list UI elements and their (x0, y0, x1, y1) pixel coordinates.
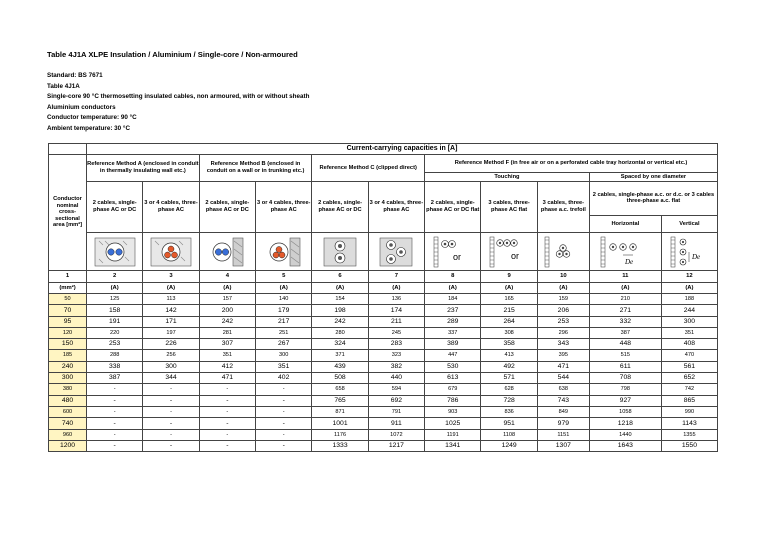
method-c2-figure (368, 233, 424, 271)
cell-value: 237 (425, 305, 481, 316)
cell-value: 142 (143, 305, 199, 316)
cell-value: 308 (481, 327, 537, 338)
cell-value: 990 (661, 406, 717, 417)
table-row (49, 395, 718, 406)
cell-value: - (199, 384, 255, 395)
cell-value: 125 (87, 294, 143, 305)
method-f-vertical-figure (661, 233, 717, 271)
cell-value: (A) (537, 283, 589, 294)
method-a2-figure (143, 233, 199, 271)
cell-value: 865 (661, 395, 717, 406)
cell-value: - (199, 406, 255, 417)
col-head-4: 2 cables, single-phase AC or DC (199, 182, 255, 233)
description-line: Single-core 90 °C thermosetting insulated cables, non armoured, with or without sheath (47, 93, 310, 101)
cell-value: 658 (312, 384, 368, 395)
cell-size: (mm²) (49, 283, 87, 294)
table-row (49, 440, 718, 451)
cell-value: 344 (143, 373, 199, 384)
cell-value: 1550 (661, 440, 717, 451)
cell-value: - (256, 395, 312, 406)
cell-value: 402 (256, 373, 312, 384)
cell-value: 613 (425, 373, 481, 384)
cell-value: 798 (589, 384, 661, 395)
figure-de-text: De (625, 257, 634, 266)
cell-size: 380 (49, 384, 87, 395)
cell-value: 215 (481, 305, 537, 316)
cell-value: 244 (661, 305, 717, 316)
cell-value: (A) (199, 283, 255, 294)
cell-value: 210 (589, 294, 661, 305)
cell-value: 652 (661, 373, 717, 384)
cell-value: 1072 (368, 429, 424, 440)
cell-size: 740 (49, 418, 87, 429)
cell-value: 1341 (425, 440, 481, 451)
cell-value: - (256, 418, 312, 429)
cell-value: 159 (537, 294, 589, 305)
table-row (49, 294, 718, 305)
cell-value: 191 (87, 316, 143, 327)
cell-value: 447 (425, 350, 481, 361)
cell-value: 264 (481, 316, 537, 327)
cell-value: (A) (87, 283, 143, 294)
cell-value: 11 (589, 271, 661, 283)
conductors-line: Aluminium conductors (47, 103, 116, 111)
cell-value: 951 (481, 418, 537, 429)
cell-size: 70 (49, 305, 87, 316)
cell-value: 7 (368, 271, 424, 283)
cell-value: - (143, 440, 199, 451)
units-row (49, 283, 718, 294)
metadata-block (47, 71, 309, 135)
cell-value: 206 (537, 305, 589, 316)
table-row (49, 418, 718, 429)
cell-value: 786 (425, 395, 481, 406)
cell-value: 281 (199, 327, 255, 338)
standard-line: Standard: BS 7671 (47, 72, 103, 79)
cell-value: - (256, 429, 312, 440)
cell-value: 5 (256, 271, 312, 283)
table-row (49, 350, 718, 361)
capacity-table (48, 143, 718, 452)
spaced-header: Spaced by one diameter (589, 172, 717, 181)
cell-value: 743 (537, 395, 589, 406)
cell-value: 1108 (481, 429, 537, 440)
cell-value: 280 (312, 327, 368, 338)
cell-value: 358 (481, 339, 537, 350)
touching-header: Touching (425, 172, 590, 181)
cell-value: 1001 (312, 418, 368, 429)
vertical-header: Vertical (661, 215, 717, 232)
cell-value: 157 (199, 294, 255, 305)
cell-value: 6 (312, 271, 368, 283)
cell-value: 338 (87, 361, 143, 372)
cell-value: 300 (256, 350, 312, 361)
cell-value: 638 (537, 384, 589, 395)
method-a-header: Reference Method A (enclosed in conduit in thermally insulating wall etc.) (87, 155, 200, 182)
table-caption: Current-carrying capacities in [A] (87, 144, 718, 155)
col-head-10: 3 cables, three-phase a.c. trefoil (537, 182, 589, 233)
cell-value: (A) (481, 283, 537, 294)
cell-value: 849 (537, 406, 589, 417)
cell-value: - (199, 440, 255, 451)
cell-value: 200 (199, 305, 255, 316)
cell-value: 171 (143, 316, 199, 327)
conductor-header: Conductor nominal cross-sectional area [mm²] (49, 155, 87, 271)
cell-value: 12 (661, 271, 717, 283)
cell-value: 611 (589, 361, 661, 372)
cell-value: - (87, 418, 143, 429)
cell-value: 1025 (425, 418, 481, 429)
cell-value: 515 (589, 350, 661, 361)
cell-value: 253 (87, 339, 143, 350)
ambient-temp-line: Ambient temperature: 30 °C (47, 124, 130, 132)
method-a1-figure (87, 233, 143, 271)
cell-value: 351 (199, 350, 255, 361)
cell-value: 226 (143, 339, 199, 350)
cell-value: 561 (661, 361, 717, 372)
table-line: Table 4J1A (47, 82, 80, 90)
cell-value: 242 (199, 316, 255, 327)
cell-size: 300 (49, 373, 87, 384)
cell-value: 113 (143, 294, 199, 305)
cell-value: 836 (481, 406, 537, 417)
cell-value: 530 (425, 361, 481, 372)
cell-value: - (199, 395, 255, 406)
method-f-flat-3-figure (481, 233, 537, 271)
method-b1-figure (199, 233, 255, 271)
cell-value: 765 (312, 395, 368, 406)
table-row (49, 305, 718, 316)
cell-value: 911 (368, 418, 424, 429)
cell-value: 1217 (368, 440, 424, 451)
cell-value: 628 (481, 384, 537, 395)
cell-value: (A) (256, 283, 312, 294)
cell-value: 471 (199, 373, 255, 384)
cell-value: 351 (661, 327, 717, 338)
cell-value: 448 (589, 339, 661, 350)
cell-value: 439 (312, 361, 368, 372)
cell-value: 245 (368, 327, 424, 338)
cell-value: 594 (368, 384, 424, 395)
cell-size: 240 (49, 361, 87, 372)
cell-value: 1151 (537, 429, 589, 440)
cell-value: 492 (481, 361, 537, 372)
cell-value: 979 (537, 418, 589, 429)
cell-value: 708 (589, 373, 661, 384)
table-row (49, 373, 718, 384)
cell-value: 332 (589, 316, 661, 327)
figure-or-text-2: or (511, 250, 520, 261)
cell-value: 198 (312, 305, 368, 316)
table-row (49, 316, 718, 327)
col-head-9: 3 cables, three-phase AC flat (481, 182, 537, 233)
cell-value: 197 (143, 327, 199, 338)
cell-value: - (143, 429, 199, 440)
cell-value: - (87, 429, 143, 440)
cell-size: 600 (49, 406, 87, 417)
col-head-5: 3 or 4 cables, three-phase AC (256, 182, 312, 233)
table-row (49, 384, 718, 395)
method-b2-figure (256, 233, 312, 271)
cell-size: 1 (49, 271, 87, 283)
cell-value: 440 (368, 373, 424, 384)
cell-value: 174 (368, 305, 424, 316)
col-head-6: 2 cables, single-phase AC or DC (312, 182, 368, 233)
cell-value: 679 (425, 384, 481, 395)
cell-value: 307 (199, 339, 255, 350)
cell-value: 4 (199, 271, 255, 283)
cell-value: 1191 (425, 429, 481, 440)
document-title: Table 4J1A XLPE Insulation / Aluminium / Single-core / Non-armoured (47, 50, 298, 59)
cell-value: 337 (425, 327, 481, 338)
cell-value: 217 (256, 316, 312, 327)
cell-value: 1218 (589, 418, 661, 429)
col-head-7: 3 or 4 cables, three-phase AC (368, 182, 424, 233)
cell-value: 1643 (589, 440, 661, 451)
method-c-header: Reference Method C (clipped direct) (312, 155, 425, 182)
cell-value: - (199, 429, 255, 440)
cell-value: 300 (143, 361, 199, 372)
cell-value: - (87, 406, 143, 417)
col-head-11-12: 2 cables, single-phase a.c. or d.c. or 3 cables three-phase a.c. flat (589, 182, 717, 216)
cell-value: 412 (199, 361, 255, 372)
cell-value: - (256, 384, 312, 395)
cell-size: 185 (49, 350, 87, 361)
cell-value: 188 (661, 294, 717, 305)
cell-size: 150 (49, 339, 87, 350)
cell-value: 927 (589, 395, 661, 406)
cell-value: 253 (537, 316, 589, 327)
table-row (49, 429, 718, 440)
figure-de-text-2: De (692, 252, 701, 261)
cell-value: (A) (589, 283, 661, 294)
cell-value: 571 (481, 373, 537, 384)
cell-value: 288 (87, 350, 143, 361)
method-c1-figure (312, 233, 368, 271)
cell-value: 871 (312, 406, 368, 417)
cell-value: 136 (368, 294, 424, 305)
cell-value: (A) (661, 283, 717, 294)
column-number-row (49, 271, 718, 283)
cell-value: 242 (312, 316, 368, 327)
cell-value: 9 (481, 271, 537, 283)
cell-value: 184 (425, 294, 481, 305)
cell-value: 158 (87, 305, 143, 316)
method-f-header: Reference Method F (in free air or on a perforated cable tray horizontal or vertical etc.) (425, 155, 718, 173)
cell-value: 220 (87, 327, 143, 338)
cell-value: 211 (368, 316, 424, 327)
cell-value: 154 (312, 294, 368, 305)
cell-value: 471 (537, 361, 589, 372)
cell-value: 387 (589, 327, 661, 338)
cell-value: (A) (368, 283, 424, 294)
cell-size: 1200 (49, 440, 87, 451)
conductor-temp-line: Conductor temperature: 90 °C (47, 114, 137, 122)
cell-value: 1333 (312, 440, 368, 451)
cell-value: 903 (425, 406, 481, 417)
cell-value: - (143, 418, 199, 429)
cell-value: 508 (312, 373, 368, 384)
cell-value: (A) (312, 283, 368, 294)
table-row (49, 327, 718, 338)
cell-value: 1249 (481, 440, 537, 451)
cell-value: (A) (143, 283, 199, 294)
table-row (49, 361, 718, 372)
cell-value: 728 (481, 395, 537, 406)
col-head-2: 2 cables, single-phase AC or DC (87, 182, 143, 233)
cell-value: 382 (368, 361, 424, 372)
cell-value: - (87, 395, 143, 406)
cell-value: - (87, 384, 143, 395)
cell-value: 283 (368, 339, 424, 350)
cell-value: 140 (256, 294, 312, 305)
cell-value: 343 (537, 339, 589, 350)
cell-value: 408 (661, 339, 717, 350)
cell-value: 256 (143, 350, 199, 361)
cell-value: 267 (256, 339, 312, 350)
cell-value: 8 (425, 271, 481, 283)
cell-value: 300 (661, 316, 717, 327)
method-f-flat-2-figure (425, 233, 481, 271)
cell-value: - (143, 395, 199, 406)
cell-value: 1176 (312, 429, 368, 440)
cell-value: 271 (589, 305, 661, 316)
table-row (49, 406, 718, 417)
cell-value: - (87, 440, 143, 451)
cell-value: 324 (312, 339, 368, 350)
cell-value: 1307 (537, 440, 589, 451)
cell-value: 387 (87, 373, 143, 384)
cell-value: 296 (537, 327, 589, 338)
cell-size: 50 (49, 294, 87, 305)
cell-value: 3 (143, 271, 199, 283)
cell-value: 2 (87, 271, 143, 283)
cell-value: 742 (661, 384, 717, 395)
cell-value: - (199, 418, 255, 429)
cell-value: 289 (425, 316, 481, 327)
cell-size: 480 (49, 395, 87, 406)
col-head-8: 2 cables, single-phase AC or DC flat (425, 182, 481, 233)
cell-value: 692 (368, 395, 424, 406)
method-b-header: Reference Method B (enclosed in conduit on a wall or in trunking etc.) (199, 155, 312, 182)
cell-value: 165 (481, 294, 537, 305)
cell-value: - (256, 406, 312, 417)
cell-value: - (143, 406, 199, 417)
cell-size: 120 (49, 327, 87, 338)
cell-value: 323 (368, 350, 424, 361)
cell-value: 791 (368, 406, 424, 417)
horizontal-header: Horizontal (589, 215, 661, 232)
cell-value: 395 (537, 350, 589, 361)
cell-value: 470 (661, 350, 717, 361)
cell-value: (A) (425, 283, 481, 294)
figure-or-text: or (452, 251, 461, 262)
cell-size: 95 (49, 316, 87, 327)
cell-value: 10 (537, 271, 589, 283)
col-head-3: 3 or 4 cables, three-phase AC (143, 182, 199, 233)
method-f-horizontal-figure (589, 233, 661, 271)
cell-value: 251 (256, 327, 312, 338)
cell-value: 179 (256, 305, 312, 316)
cell-value: 544 (537, 373, 589, 384)
cell-value: 413 (481, 350, 537, 361)
cell-value: 1440 (589, 429, 661, 440)
cell-size: 960 (49, 429, 87, 440)
cell-value: 371 (312, 350, 368, 361)
cell-value: 389 (425, 339, 481, 350)
cell-value: 1058 (589, 406, 661, 417)
cell-value: - (143, 384, 199, 395)
table-row (49, 339, 718, 350)
cell-value: 1143 (661, 418, 717, 429)
cell-value: - (256, 440, 312, 451)
cell-value: 351 (256, 361, 312, 372)
method-f-trefoil-figure (537, 233, 589, 271)
cell-value: 1355 (661, 429, 717, 440)
